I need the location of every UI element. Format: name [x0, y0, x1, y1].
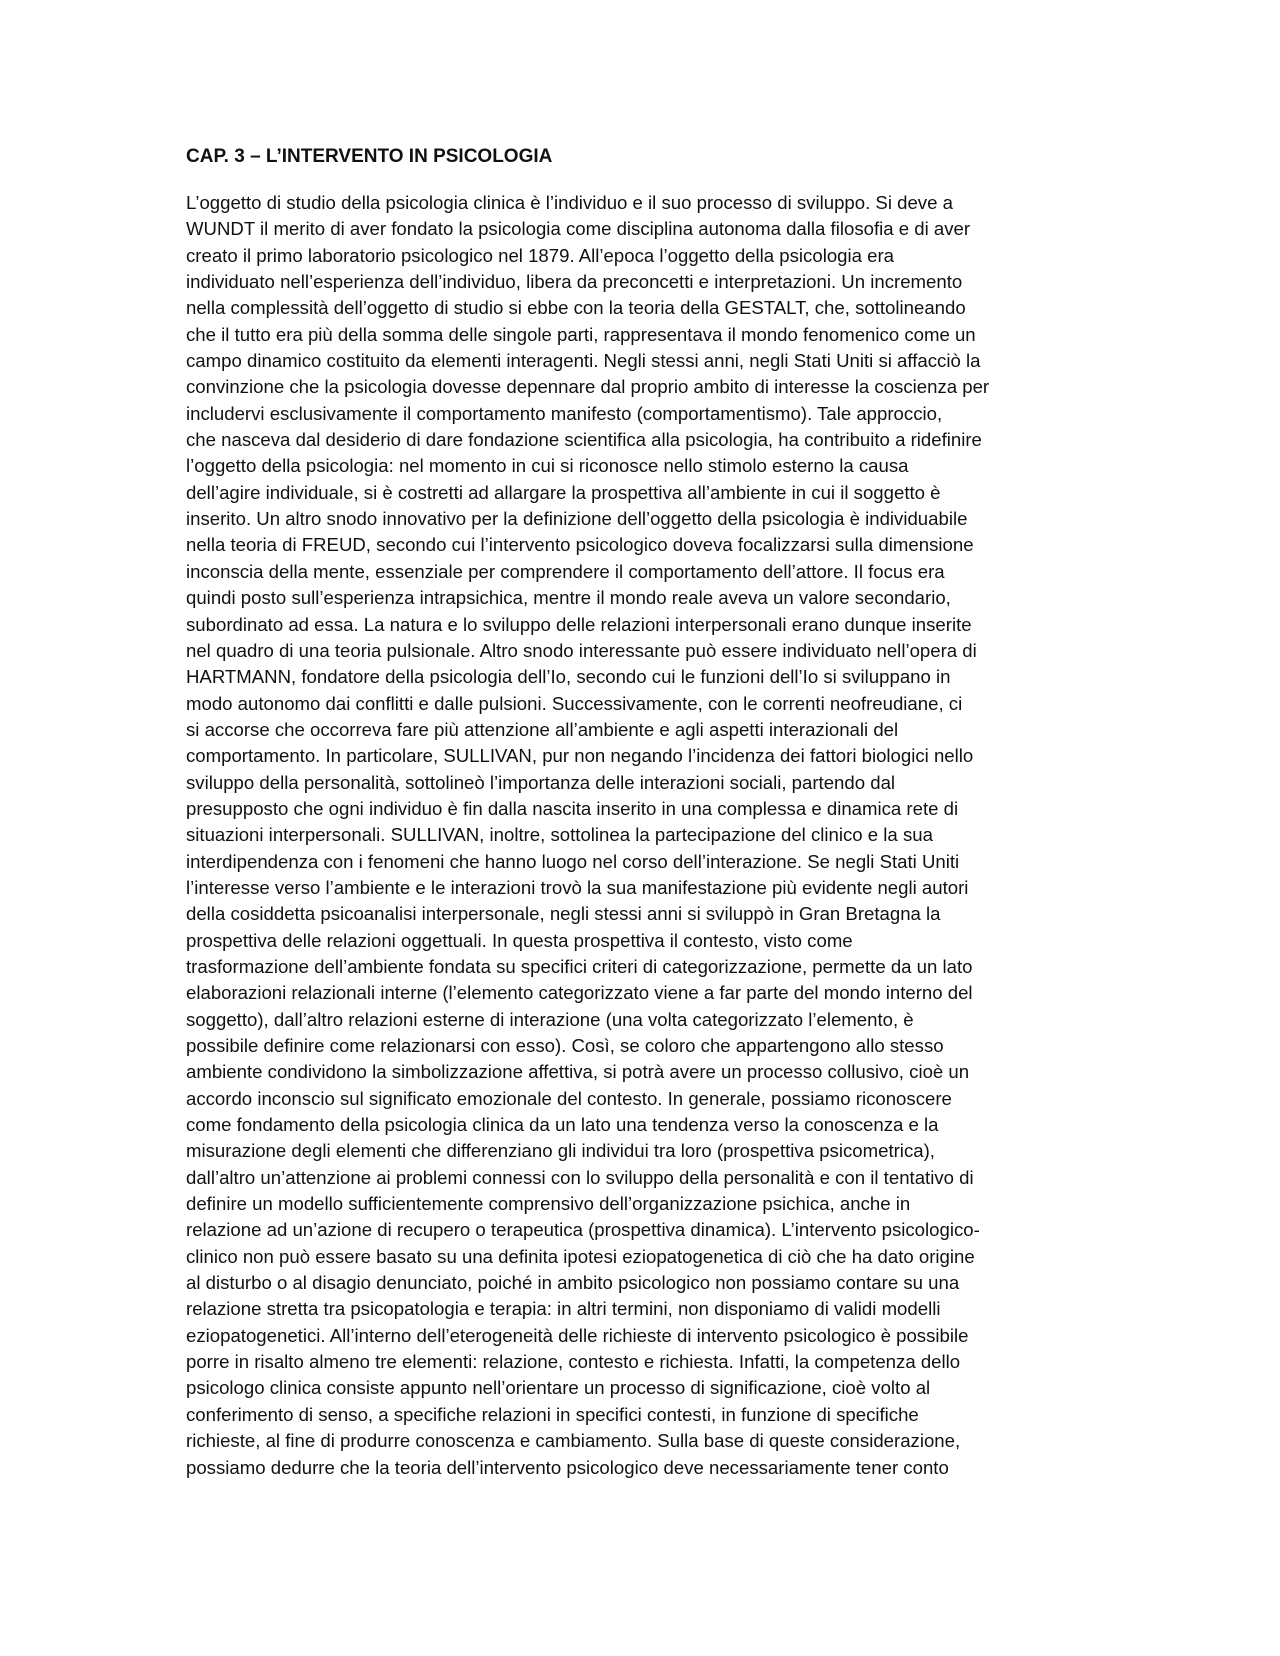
text-line: della cosiddetta psicoanalisi interpersonale, negli stessi anni si sviluppò in Gran Bretagna la: [186, 903, 941, 925]
text-line: si accorse che occorreva fare più attenzione all’ambiente e agli aspetti interazionali del: [186, 718, 899, 740]
text-line: presupposto che ogni individuo è fin dalla nascita inserito in una complessa e dinamica rete di: [186, 797, 959, 819]
text-line: campo dinamico costituito da elementi interagenti. Negli stessi anni, negli Stati Uniti si affacciò la: [186, 350, 981, 372]
text-line: che nasceva dal desiderio di dare fondazione scientifica alla psicologia, ha contribuito a ridefinire: [186, 429, 982, 451]
text-line: l’oggetto della psicologia: nel momento in cui si riconosce nello stimolo esterno la causa: [186, 455, 909, 477]
text-line: al disturbo o al disagio denunciato, poiché in ambito psicologico non possiamo contare su una: [186, 1272, 960, 1294]
document-content: [186, 144, 1096, 1481]
body-paragraph: [186, 190, 1096, 1481]
text-line: ambiente condividono la simbolizzazione affettiva, si potrà avere un processo collusivo, cioè un: [186, 1061, 970, 1083]
text-line: porre in risalto almeno tre elementi: relazione, contesto e richiesta. Infatti, la competenza dello: [186, 1351, 961, 1373]
text-line: accordo inconscio sul significato emozionale del contesto. In generale, possiamo riconoscere: [186, 1087, 952, 1109]
text-line: eziopatogenetici. All’interno dell’eterogeneità delle richieste di intervento psicologico è possibile: [186, 1324, 969, 1346]
text-line: interdipendenza con i fenomeni che hanno luogo nel corso dell’interazione. Se negli Stati Uniti: [186, 850, 960, 872]
text-line: inconscia della mente, essenziale per comprendere il comportamento dell’attore. Il focus era: [186, 560, 945, 582]
text-line: subordinato ad essa. La natura e lo sviluppo delle relazioni interpersonali erano dunque inserite: [186, 613, 972, 635]
text-line: soggetto), dall’altro relazioni esterne di interazione (una volta categorizzato l’elemento, è: [186, 1008, 914, 1030]
text-line: HARTMANN, fondatore della psicologia dell’Io, secondo cui le funzioni dell’Io si sviluppano in: [186, 666, 951, 688]
text-line: che il tutto era più della somma delle singole parti, rappresentava il mondo fenomenico come un: [186, 323, 976, 345]
text-line: WUNDT il merito di aver fondato la psicologia come disciplina autonoma dalla filosofia e di aver: [186, 218, 971, 240]
text-line: nel quadro di una teoria pulsionale. Altro snodo interessante può essere individuato nell’opera di: [186, 639, 977, 661]
text-line: nella teoria di FREUD, secondo cui l’intervento psicologico doveva focalizzarsi sulla dimensione: [186, 534, 974, 556]
text-line: conferimento di senso, a specifiche relazioni in specifici contesti, in funzione di specifiche: [186, 1403, 919, 1425]
text-line: convinzione che la psicologia dovesse depennare dal proprio ambito di interesse la coscienza per: [186, 376, 990, 398]
text-line: elaborazioni relazionali interne (l’elemento categorizzato viene a far parte del mondo interno del: [186, 982, 973, 1004]
text-line: L’oggetto di studio della psicologia clinica è l’individuo e il suo processo di sviluppo. Si deve a: [186, 192, 953, 213]
text-line: come fondamento della psicologia clinica da un lato una tendenza verso la conoscenza e la: [186, 1114, 939, 1136]
text-line: definire un modello sufficientemente comprensivo dell’organizzazione psichica, anche in: [186, 1193, 911, 1215]
chapter-title: CAP. 3 – L’INTERVENTO IN PSICOLOGIA: [186, 146, 553, 167]
text-line: trasformazione dell’ambiente fondata su specifici criteri di categorizzazione, permette da un lato: [186, 955, 973, 977]
text-line: possiamo dedurre che la teoria dell’intervento psicologico deve necessariamente tener conto: [186, 1456, 949, 1478]
text-line: relazione stretta tra psicopatologia e terapia: in altri termini, non disponiamo di validi modelli: [186, 1298, 941, 1320]
text-line: dell’agire individuale, si è costretti ad allargare la prospettiva all’ambiente in cui il soggetto è: [186, 481, 941, 503]
text-line: dall’altro un’attenzione ai problemi connessi con lo sviluppo della personalità e con il tentativo di: [186, 1166, 974, 1188]
text-line: prospettiva delle relazioni oggettuali. In questa prospettiva il contesto, visto come: [186, 929, 853, 951]
text-line: relazione ad un’azione di recupero o terapeutica (prospettiva dinamica). L’intervento psicologico-: [186, 1219, 980, 1241]
text-line: richieste, al fine di produrre conoscenza e cambiamento. Sulla base di queste considerazione,: [186, 1430, 961, 1452]
text-line: sviluppo della personalità, sottolineò l’importanza delle interazioni sociali, partendo dal: [186, 771, 896, 793]
text-line: psicologo clinica consiste appunto nell’orientare un processo di significazione, cioè volto al: [186, 1377, 931, 1399]
text-line: creato il primo laboratorio psicologico nel 1879. All’epoca l’oggetto della psicologia era: [186, 244, 895, 266]
text-line: individuato nell’esperienza dell’individuo, libera da preconcetti e interpretazioni. Un incremento: [186, 271, 963, 293]
text-line: includervi esclusivamente il comportamento manifesto (comportamentismo). Tale approccio,: [186, 402, 943, 424]
text-line: possibile definire come relazionarsi con esso). Così, se coloro che appartengono allo stesso: [186, 1035, 944, 1056]
text-line: nella complessità dell’oggetto di studio si ebbe con la teoria della GESTALT, che, sottolineando: [186, 297, 966, 319]
text-line: comportamento. In particolare, SULLIVAN, pur non negando l’incidenza dei fattori biologici nello: [186, 745, 974, 767]
text-line: quindi posto sull’esperienza intrapsichica, mentre il mondo reale aveva un valore secondario,: [186, 587, 951, 609]
text-line: misurazione degli elementi che differenziano gli individui tra loro (prospettiva psicometrica),: [186, 1140, 935, 1162]
text-line: modo autonomo dai conflitti e dalle pulsioni. Successivamente, con le correnti neofreudiane, ci: [186, 692, 963, 714]
text-line: l’interesse verso l’ambiente e le interazioni trovò la sua manifestazione più evidente negli autori: [186, 876, 969, 898]
text-line: situazioni interpersonali. SULLIVAN, inoltre, sottolinea la partecipazione del clinico e la sua: [186, 824, 933, 846]
text-line: inserito. Un altro snodo innovativo per la definizione dell’oggetto della psicologia è individuabile: [186, 508, 968, 530]
text-line: clinico non può essere basato su una definita ipotesi eziopatogenetica di ciò che ha dato origine: [186, 1245, 975, 1267]
